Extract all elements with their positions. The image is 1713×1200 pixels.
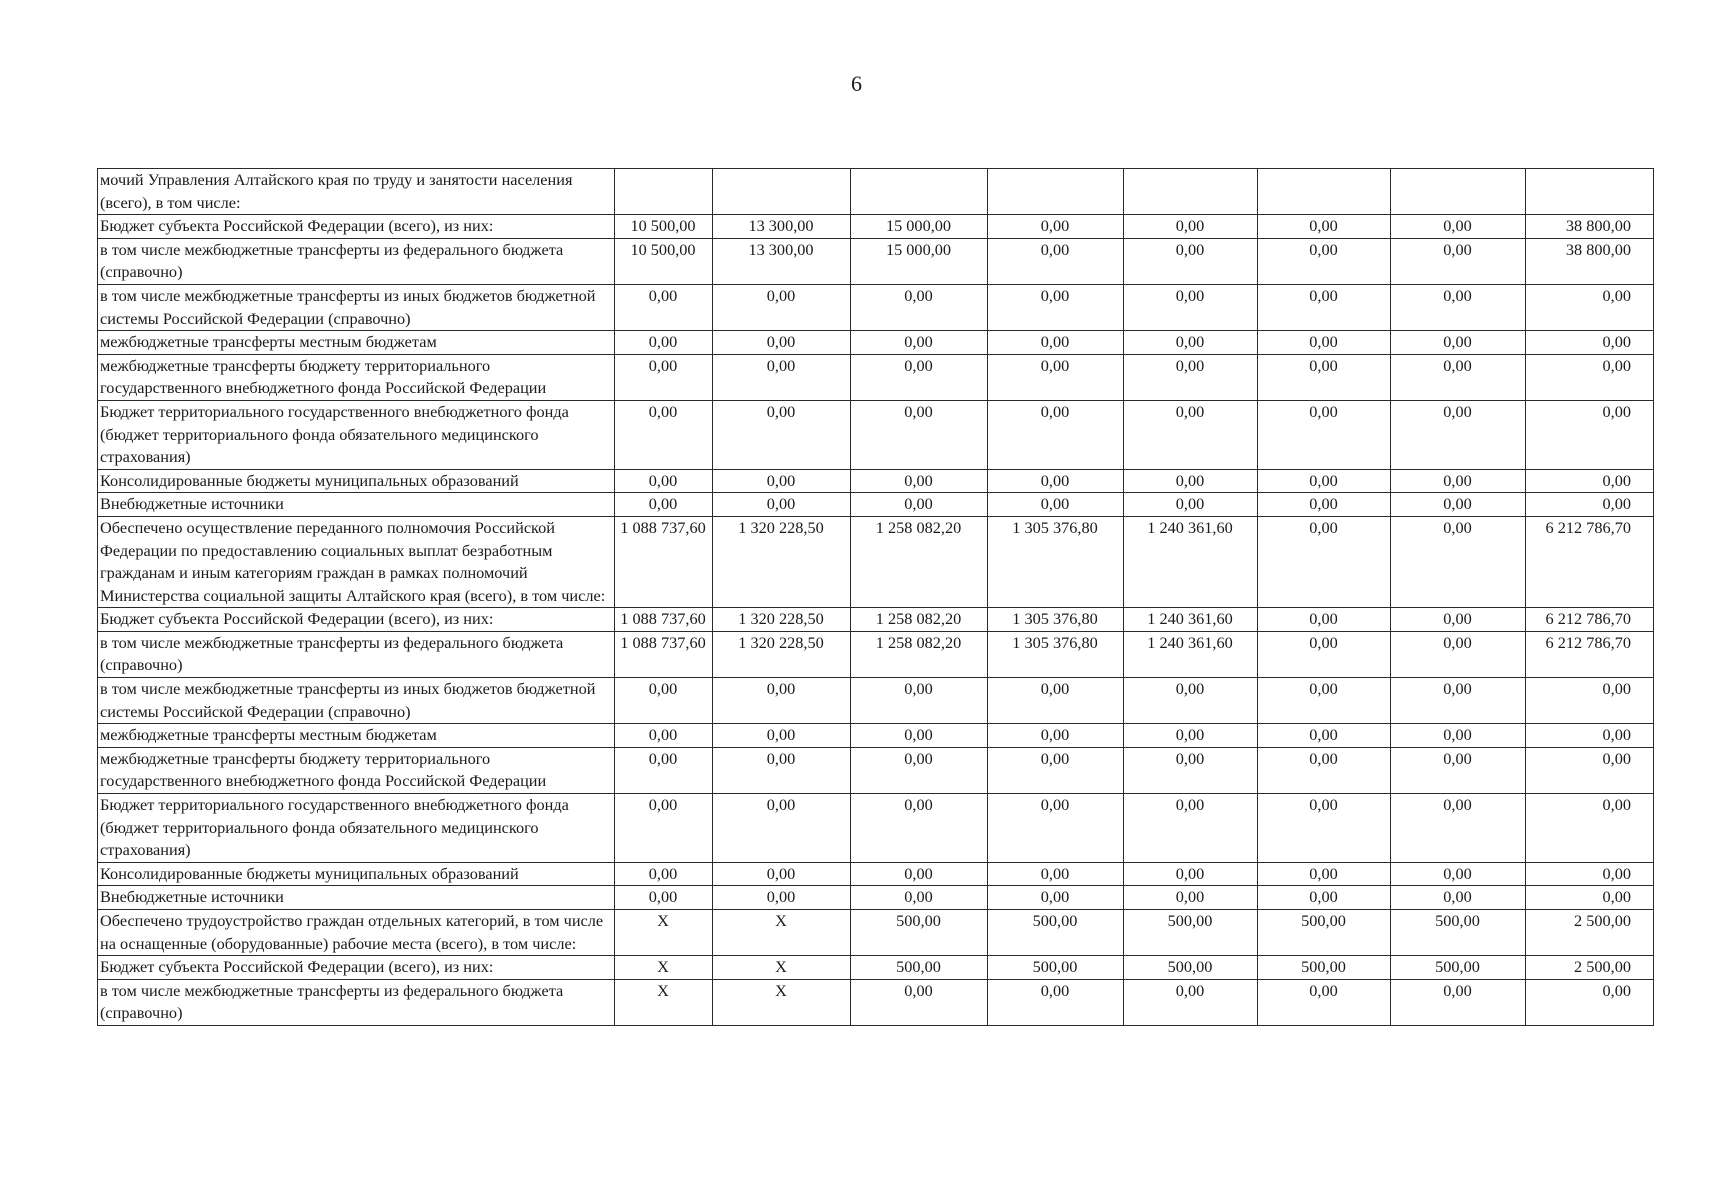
value-cell: 0,00 (988, 331, 1124, 355)
value-cell: 1 240 361,60 (1124, 516, 1258, 607)
value-cell: X (615, 956, 713, 980)
value-cell: 0,00 (1124, 724, 1258, 748)
table-row (98, 631, 1654, 677)
value-cell: 1 258 082,20 (851, 608, 988, 632)
value-cell: 0,00 (988, 238, 1124, 284)
value-cell: 0,00 (1258, 747, 1391, 793)
value-cell: 0,00 (988, 862, 1124, 886)
row-label: межбюджетные трансферты бюджету территориального государственного внебюджетного фонда Российской Федерации (98, 747, 615, 793)
value-cell (1391, 169, 1526, 215)
value-cell: 1 088 737,60 (615, 516, 713, 607)
value-cell: 0,00 (1391, 979, 1526, 1025)
value-cell: 0,00 (713, 469, 851, 493)
value-cell: 1 320 228,50 (713, 608, 851, 632)
value-cell: 0,00 (1391, 608, 1526, 632)
table-body (98, 169, 1654, 1026)
value-cell: 1 258 082,20 (851, 631, 988, 677)
value-cell: 0,00 (713, 284, 851, 330)
value-cell: 13 300,00 (713, 238, 851, 284)
table-row (98, 956, 1654, 980)
value-cell: 0,00 (988, 354, 1124, 400)
value-cell: 500,00 (851, 910, 988, 956)
value-cell: 0,00 (988, 678, 1124, 724)
total-cell: 2 500,00 (1526, 956, 1654, 980)
value-cell: X (615, 910, 713, 956)
value-cell: 0,00 (851, 747, 988, 793)
total-cell: 0,00 (1526, 354, 1654, 400)
value-cell: 0,00 (988, 493, 1124, 517)
total-cell: 0,00 (1526, 469, 1654, 493)
row-label: Обеспечено трудоустройство граждан отдельных категорий, в том числе на оснащенные (оборудованные) рабочие места (всего), в том числе: (98, 910, 615, 956)
value-cell: 0,00 (1124, 862, 1258, 886)
value-cell: 500,00 (988, 956, 1124, 980)
row-label: Бюджет субъекта Российской Федерации (всего), из них: (98, 215, 615, 239)
row-label: в том числе межбюджетные трансферты из иных бюджетов бюджетной системы Российской Федерации (справочно) (98, 678, 615, 724)
value-cell: 0,00 (1124, 979, 1258, 1025)
table-row (98, 886, 1654, 910)
value-cell: 0,00 (1124, 284, 1258, 330)
value-cell: 500,00 (1258, 910, 1391, 956)
row-label: межбюджетные трансферты местным бюджетам (98, 724, 615, 748)
value-cell: 0,00 (713, 794, 851, 863)
value-cell: 0,00 (851, 886, 988, 910)
table-row (98, 910, 1654, 956)
value-cell: 0,00 (851, 354, 988, 400)
value-cell: 0,00 (615, 354, 713, 400)
value-cell: 0,00 (1124, 493, 1258, 517)
value-cell: 0,00 (713, 331, 851, 355)
value-cell: 0,00 (1258, 215, 1391, 239)
total-cell: 6 212 786,70 (1526, 608, 1654, 632)
row-label: Обеспечено осуществление переданного полномочия Российской Федерации по предоставлению социальных выплат безработным гражданам и иным категориям граждан в рамках полномочий Министерства социальной защиты Алтайского края (всего), в том числе: (98, 516, 615, 607)
value-cell: 0,00 (615, 724, 713, 748)
row-label: в том числе межбюджетные трансферты из федерального бюджета (справочно) (98, 631, 615, 677)
total-cell: 0,00 (1526, 794, 1654, 863)
value-cell: 0,00 (1124, 747, 1258, 793)
value-cell: 1 088 737,60 (615, 608, 713, 632)
value-cell: 0,00 (1258, 400, 1391, 469)
value-cell: 0,00 (1124, 400, 1258, 469)
row-label: Бюджет территориального государственного внебюджетного фонда (бюджет территориального фонда обязательного медицинского страхования) (98, 794, 615, 863)
value-cell: 0,00 (713, 724, 851, 748)
value-cell: 0,00 (1391, 678, 1526, 724)
page-number: 6 (851, 71, 862, 96)
value-cell: 0,00 (1391, 862, 1526, 886)
value-cell: 0,00 (1258, 331, 1391, 355)
total-cell: 0,00 (1526, 747, 1654, 793)
total-cell: 2 500,00 (1526, 910, 1654, 956)
value-cell: 0,00 (1124, 354, 1258, 400)
value-cell: 0,00 (851, 284, 988, 330)
value-cell: 0,00 (713, 354, 851, 400)
total-cell: 0,00 (1526, 493, 1654, 517)
value-cell: 0,00 (1391, 284, 1526, 330)
value-cell: 0,00 (988, 215, 1124, 239)
table-row (98, 724, 1654, 748)
table-row (98, 169, 1654, 215)
table-row (98, 678, 1654, 724)
total-cell: 38 800,00 (1526, 238, 1654, 284)
value-cell: 0,00 (851, 493, 988, 517)
value-cell: X (713, 979, 851, 1025)
value-cell: 0,00 (1391, 469, 1526, 493)
value-cell: 0,00 (713, 493, 851, 517)
value-cell: 0,00 (851, 331, 988, 355)
table-row (98, 516, 1654, 607)
value-cell: 500,00 (1391, 956, 1526, 980)
value-cell (988, 169, 1124, 215)
value-cell: 0,00 (851, 678, 988, 724)
table-row (98, 354, 1654, 400)
total-cell: 0,00 (1526, 400, 1654, 469)
value-cell: 1 240 361,60 (1124, 631, 1258, 677)
value-cell: 0,00 (1258, 469, 1391, 493)
value-cell: 500,00 (1124, 910, 1258, 956)
total-cell (1526, 169, 1654, 215)
value-cell: 0,00 (713, 862, 851, 886)
value-cell: 0,00 (1124, 331, 1258, 355)
value-cell: 1 320 228,50 (713, 631, 851, 677)
value-cell (1258, 169, 1391, 215)
total-cell: 38 800,00 (1526, 215, 1654, 239)
value-cell: 10 500,00 (615, 215, 713, 239)
value-cell: 0,00 (1391, 215, 1526, 239)
value-cell: 500,00 (1258, 956, 1391, 980)
total-cell: 0,00 (1526, 979, 1654, 1025)
value-cell: 0,00 (1124, 886, 1258, 910)
table-row (98, 469, 1654, 493)
table-row (98, 794, 1654, 863)
total-cell: 0,00 (1526, 724, 1654, 748)
value-cell: 0,00 (615, 469, 713, 493)
value-cell: 0,00 (615, 862, 713, 886)
value-cell: 0,00 (615, 493, 713, 517)
table-row (98, 493, 1654, 517)
value-cell: 1 320 228,50 (713, 516, 851, 607)
value-cell: 0,00 (988, 979, 1124, 1025)
row-label: межбюджетные трансферты бюджету территориального государственного внебюджетного фонда Российской Федерации (98, 354, 615, 400)
value-cell: 0,00 (1124, 215, 1258, 239)
table-row (98, 284, 1654, 330)
value-cell: 0,00 (615, 331, 713, 355)
value-cell: 0,00 (1391, 794, 1526, 863)
value-cell: 500,00 (851, 956, 988, 980)
table-row (98, 400, 1654, 469)
value-cell: 0,00 (851, 862, 988, 886)
row-label: Бюджет субъекта Российской Федерации (всего), из них: (98, 608, 615, 632)
value-cell: 0,00 (713, 886, 851, 910)
value-cell: 0,00 (615, 400, 713, 469)
value-cell: 0,00 (615, 886, 713, 910)
value-cell: 0,00 (1258, 678, 1391, 724)
value-cell: 10 500,00 (615, 238, 713, 284)
value-cell: 0,00 (988, 400, 1124, 469)
value-cell: X (713, 956, 851, 980)
value-cell: 0,00 (615, 284, 713, 330)
budget-table (97, 168, 1654, 1026)
value-cell: 0,00 (1391, 493, 1526, 517)
value-cell: 1 305 376,80 (988, 516, 1124, 607)
value-cell: 0,00 (1258, 724, 1391, 748)
value-cell: 0,00 (615, 678, 713, 724)
value-cell: 0,00 (1124, 678, 1258, 724)
value-cell: 0,00 (988, 284, 1124, 330)
table-row (98, 862, 1654, 886)
value-cell: 0,00 (1391, 238, 1526, 284)
row-label: Бюджет субъекта Российской Федерации (всего), из них: (98, 956, 615, 980)
value-cell: 0,00 (1124, 469, 1258, 493)
value-cell: 0,00 (1258, 284, 1391, 330)
table-row (98, 215, 1654, 239)
row-label: мочий Управления Алтайского края по труду и занятости населения (всего), в том числе: (98, 169, 615, 215)
value-cell: 0,00 (1258, 862, 1391, 886)
value-cell: 500,00 (988, 910, 1124, 956)
value-cell: 1 258 082,20 (851, 516, 988, 607)
total-cell: 0,00 (1526, 284, 1654, 330)
row-label: в том числе межбюджетные трансферты из федерального бюджета (справочно) (98, 238, 615, 284)
value-cell: 0,00 (851, 469, 988, 493)
row-label: в том числе межбюджетные трансферты из федерального бюджета (справочно) (98, 979, 615, 1025)
value-cell: 0,00 (1391, 400, 1526, 469)
total-cell: 0,00 (1526, 862, 1654, 886)
total-cell: 0,00 (1526, 886, 1654, 910)
value-cell: 15 000,00 (851, 215, 988, 239)
total-cell: 6 212 786,70 (1526, 516, 1654, 607)
value-cell: 0,00 (713, 747, 851, 793)
value-cell: 0,00 (1258, 354, 1391, 400)
value-cell: 500,00 (1124, 956, 1258, 980)
table-row (98, 331, 1654, 355)
table-row (98, 608, 1654, 632)
row-label: межбюджетные трансферты местным бюджетам (98, 331, 615, 355)
value-cell: 0,00 (1258, 886, 1391, 910)
value-cell: 0,00 (1124, 794, 1258, 863)
value-cell: 0,00 (1258, 516, 1391, 607)
table-row (98, 238, 1654, 284)
value-cell: 0,00 (1391, 516, 1526, 607)
value-cell: 0,00 (1258, 238, 1391, 284)
value-cell: 500,00 (1391, 910, 1526, 956)
total-cell: 6 212 786,70 (1526, 631, 1654, 677)
value-cell: 0,00 (1258, 608, 1391, 632)
value-cell: 0,00 (851, 400, 988, 469)
value-cell: 0,00 (1391, 354, 1526, 400)
value-cell: 0,00 (1258, 979, 1391, 1025)
value-cell: 0,00 (851, 794, 988, 863)
value-cell: 0,00 (1391, 886, 1526, 910)
value-cell: 1 305 376,80 (988, 631, 1124, 677)
value-cell: 0,00 (988, 724, 1124, 748)
table-row (98, 979, 1654, 1025)
value-cell: 1 305 376,80 (988, 608, 1124, 632)
value-cell: 0,00 (615, 747, 713, 793)
value-cell: 0,00 (1258, 493, 1391, 517)
value-cell: X (615, 979, 713, 1025)
value-cell: 0,00 (713, 400, 851, 469)
row-label: Консолидированные бюджеты муниципальных образований (98, 862, 615, 886)
value-cell: 0,00 (851, 724, 988, 748)
value-cell: 0,00 (713, 678, 851, 724)
value-cell: 0,00 (988, 886, 1124, 910)
value-cell: 1 088 737,60 (615, 631, 713, 677)
value-cell: 0,00 (615, 794, 713, 863)
value-cell (713, 169, 851, 215)
value-cell: 0,00 (1258, 631, 1391, 677)
value-cell: 15 000,00 (851, 238, 988, 284)
value-cell: X (713, 910, 851, 956)
value-cell: 0,00 (988, 794, 1124, 863)
value-cell: 0,00 (1391, 724, 1526, 748)
row-label: Внебюджетные источники (98, 886, 615, 910)
total-cell: 0,00 (1526, 678, 1654, 724)
value-cell (615, 169, 713, 215)
value-cell: 0,00 (1391, 747, 1526, 793)
row-label: Консолидированные бюджеты муниципальных образований (98, 469, 615, 493)
row-label: в том числе межбюджетные трансферты из иных бюджетов бюджетной системы Российской Федерации (справочно) (98, 284, 615, 330)
table-row (98, 747, 1654, 793)
value-cell: 0,00 (988, 747, 1124, 793)
total-cell: 0,00 (1526, 331, 1654, 355)
value-cell (1124, 169, 1258, 215)
value-cell: 0,00 (1258, 794, 1391, 863)
value-cell: 0,00 (1391, 631, 1526, 677)
value-cell: 0,00 (1124, 238, 1258, 284)
value-cell: 0,00 (851, 979, 988, 1025)
value-cell: 13 300,00 (713, 215, 851, 239)
row-label: Бюджет территориального государственного внебюджетного фонда (бюджет территориального фонда обязательного медицинского страхования) (98, 400, 615, 469)
value-cell: 1 240 361,60 (1124, 608, 1258, 632)
row-label: Внебюджетные источники (98, 493, 615, 517)
value-cell: 0,00 (1391, 331, 1526, 355)
value-cell (851, 169, 988, 215)
value-cell: 0,00 (988, 469, 1124, 493)
